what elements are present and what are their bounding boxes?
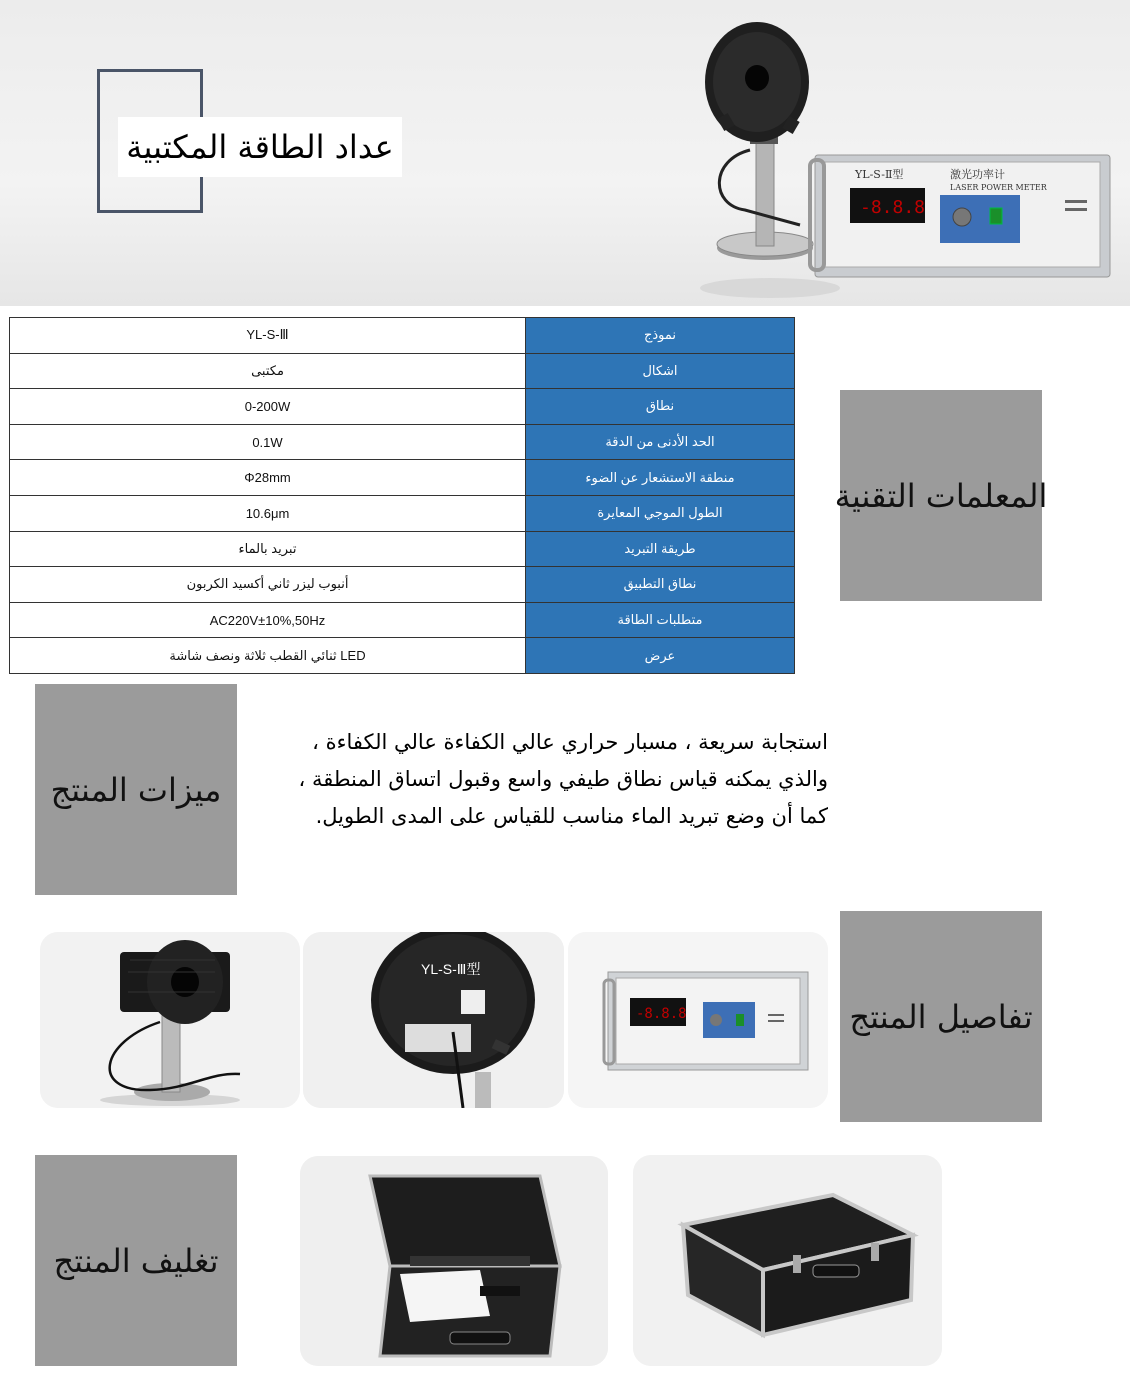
hero-banner	[0, 0, 1130, 306]
table-row	[10, 424, 795, 460]
table-row	[10, 602, 795, 638]
hero-product-image	[690, 20, 1130, 306]
spec-label: نطاق التطبيق	[526, 567, 795, 603]
table-row	[10, 567, 795, 603]
spec-value: AC220V±10%,50Hz	[10, 602, 526, 638]
detail-photo-probe-back	[303, 932, 564, 1108]
features-line: والذي يمكنه قياس نطاق طيفي واسع وقبول اتساق المنطقة ،	[298, 767, 828, 791]
table-row	[10, 495, 795, 531]
features-heading: ميزات المنتج	[50, 770, 222, 809]
packaging-photo-open-case	[300, 1156, 608, 1366]
spec-label: اشكال	[526, 353, 795, 389]
spec-label: نموذج	[526, 318, 795, 354]
features-line: استجابة سريعة ، مسبار حراري عالي الكفاءة عالي الكفاءة ،	[312, 730, 828, 754]
features-heading-tile	[35, 684, 237, 895]
specs-heading-tile	[834, 390, 1048, 601]
spec-label: منطقة الاستشعار عن الضوء	[526, 460, 795, 496]
spec-value: 0.1W	[10, 424, 526, 460]
device-name-cn: 激光功率计	[950, 168, 1005, 181]
packaging-photo-closed-case	[633, 1155, 942, 1366]
details-heading: تفاصيل المنتج	[849, 997, 1033, 1036]
detail-photo-meter	[568, 932, 828, 1108]
spec-label: طريقة التبريد	[526, 531, 795, 567]
spec-label: متطلبات الطاقة	[526, 602, 795, 638]
spec-value: أنبوب ليزر ثاني أكسيد الكربون	[10, 567, 526, 603]
spec-value: 0-200W	[10, 389, 526, 425]
device-name-en: LASER POWER METER	[950, 183, 1047, 192]
hero-title-box	[118, 117, 402, 177]
device-model-label: YL-S-Ⅱ型	[855, 168, 904, 181]
spec-label: الحد الأدنى من الدقة	[526, 424, 795, 460]
details-heading-tile	[840, 911, 1042, 1122]
spec-value: Φ28mm	[10, 460, 526, 496]
spec-value: ثنائي القطب ثلاثة ونصف شاشة LED	[10, 638, 526, 674]
packaging-heading: تغليف المنتج	[53, 1241, 219, 1280]
features-line: كما أن وضع تبريد الماء مناسب للقياس على المدى الطويل.	[315, 804, 828, 828]
spec-table	[9, 317, 795, 674]
table-row	[10, 353, 795, 389]
specs-heading: المعلمات التقنية	[834, 476, 1048, 515]
svg-text:-8.8.8: -8.8.8	[860, 197, 926, 218]
table-row	[10, 318, 795, 354]
svg-text:-8.8.8: -8.8.8	[636, 1006, 687, 1022]
table-row	[10, 389, 795, 425]
spec-label: الطول الموجي المعايرة	[526, 495, 795, 531]
spec-value: تبريد بالماء	[10, 531, 526, 567]
probe-model-label: YL-S-Ⅲ型	[421, 961, 481, 977]
detail-photo-probe-front	[40, 932, 300, 1108]
page-title: عداد الطاقة المكتبية	[126, 128, 394, 166]
table-row	[10, 460, 795, 496]
features-description	[262, 724, 828, 835]
packaging-heading-tile	[35, 1155, 237, 1366]
spec-value: مكتبى	[10, 353, 526, 389]
spec-value: YL-S-Ⅲ	[10, 318, 526, 354]
table-row	[10, 531, 795, 567]
spec-label: عرض	[526, 638, 795, 674]
table-row	[10, 638, 795, 674]
spec-label: نطاق	[526, 389, 795, 425]
spec-value: 10.6μm	[10, 495, 526, 531]
